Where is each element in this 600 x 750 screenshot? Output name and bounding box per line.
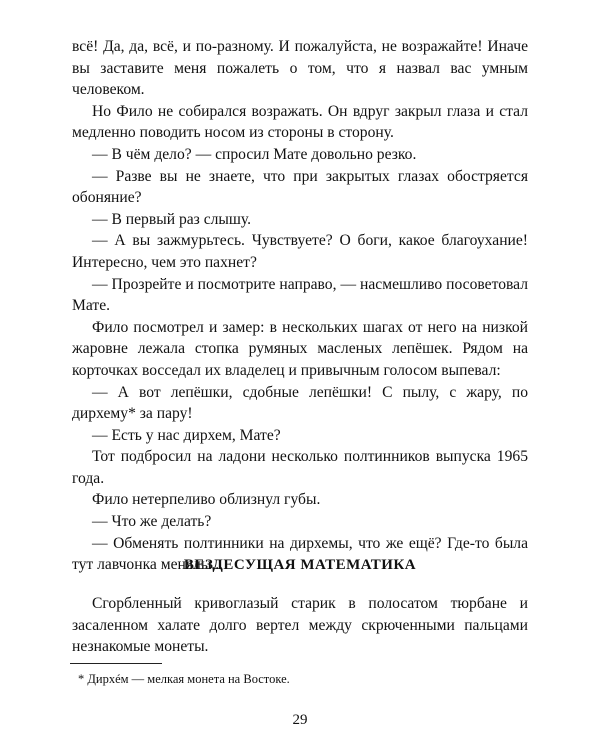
paragraph: — В чём дело? — спросил Мате довольно резко. [92,145,417,163]
footnote-divider [70,663,162,664]
paragraph: Сгорбленный кривоглазый старик в полосатом тюрбане и засаленном халате долго вертел между скрюченными пальцами незнакомые монеты. [72,595,528,656]
paragraph: — А вы зажмурьтесь. Чувствуете? О боги, какое благоухание! Интересно, чем это пахнет? [72,232,528,271]
main-text [72,36,528,576]
paragraph: Фило нетерпеливо облизнул губы. [92,491,321,509]
paragraph: — Что же делать? [92,513,212,531]
section-text [72,593,528,658]
section-heading: ВЕЗДЕСУЩАЯ МАТЕМАТИКА [183,557,417,573]
paragraph: — А вот лепёшки, сдобные лепёшки! С пылу, с жару, по дирхему* за пару! [72,383,528,423]
paragraph: — Разве вы не знаете, что при закрытых глазах обостряется обоняние? [72,167,528,207]
paragraph: Но Фило не собирался возражать. Он вдруг закрыл глаза и стал медленно поводить носом из стороны в сторону. [72,102,528,142]
paragraph: — Есть у нас дирхем, Мате? [92,426,281,444]
paragraph: — Обменять полтинники на дирхемы, что же ещё? Где-то была тут лавчонка менялы... [72,534,528,574]
footnote: * Дирхéм — мелкая монета на Востоке. [78,672,290,686]
paragraph: — Прозрейте и посмотрите направо, — насмешливо посоветовал Мате. [72,275,528,315]
paragraph: Фило посмотрел и замер: в нескольких шагах от него на низкой жаровне лежала стопка румяных масленых лепёшек. Рядом на корточках восседал их владелец и привычным голосом выпевал: [72,318,528,379]
paragraph: всё! Да, да, всё, и по-разному. И пожалуйста, не возражайте! Иначе вы заставите меня пожалеть о том, что я назвал вас умным человеком. [72,38,528,99]
paragraph: — В первый раз слышу. [92,210,252,228]
paragraph: Тот подбросил на ладони несколько полтинников выпуска 1965 года. [72,448,528,487]
page-number: 29 [292,712,308,728]
